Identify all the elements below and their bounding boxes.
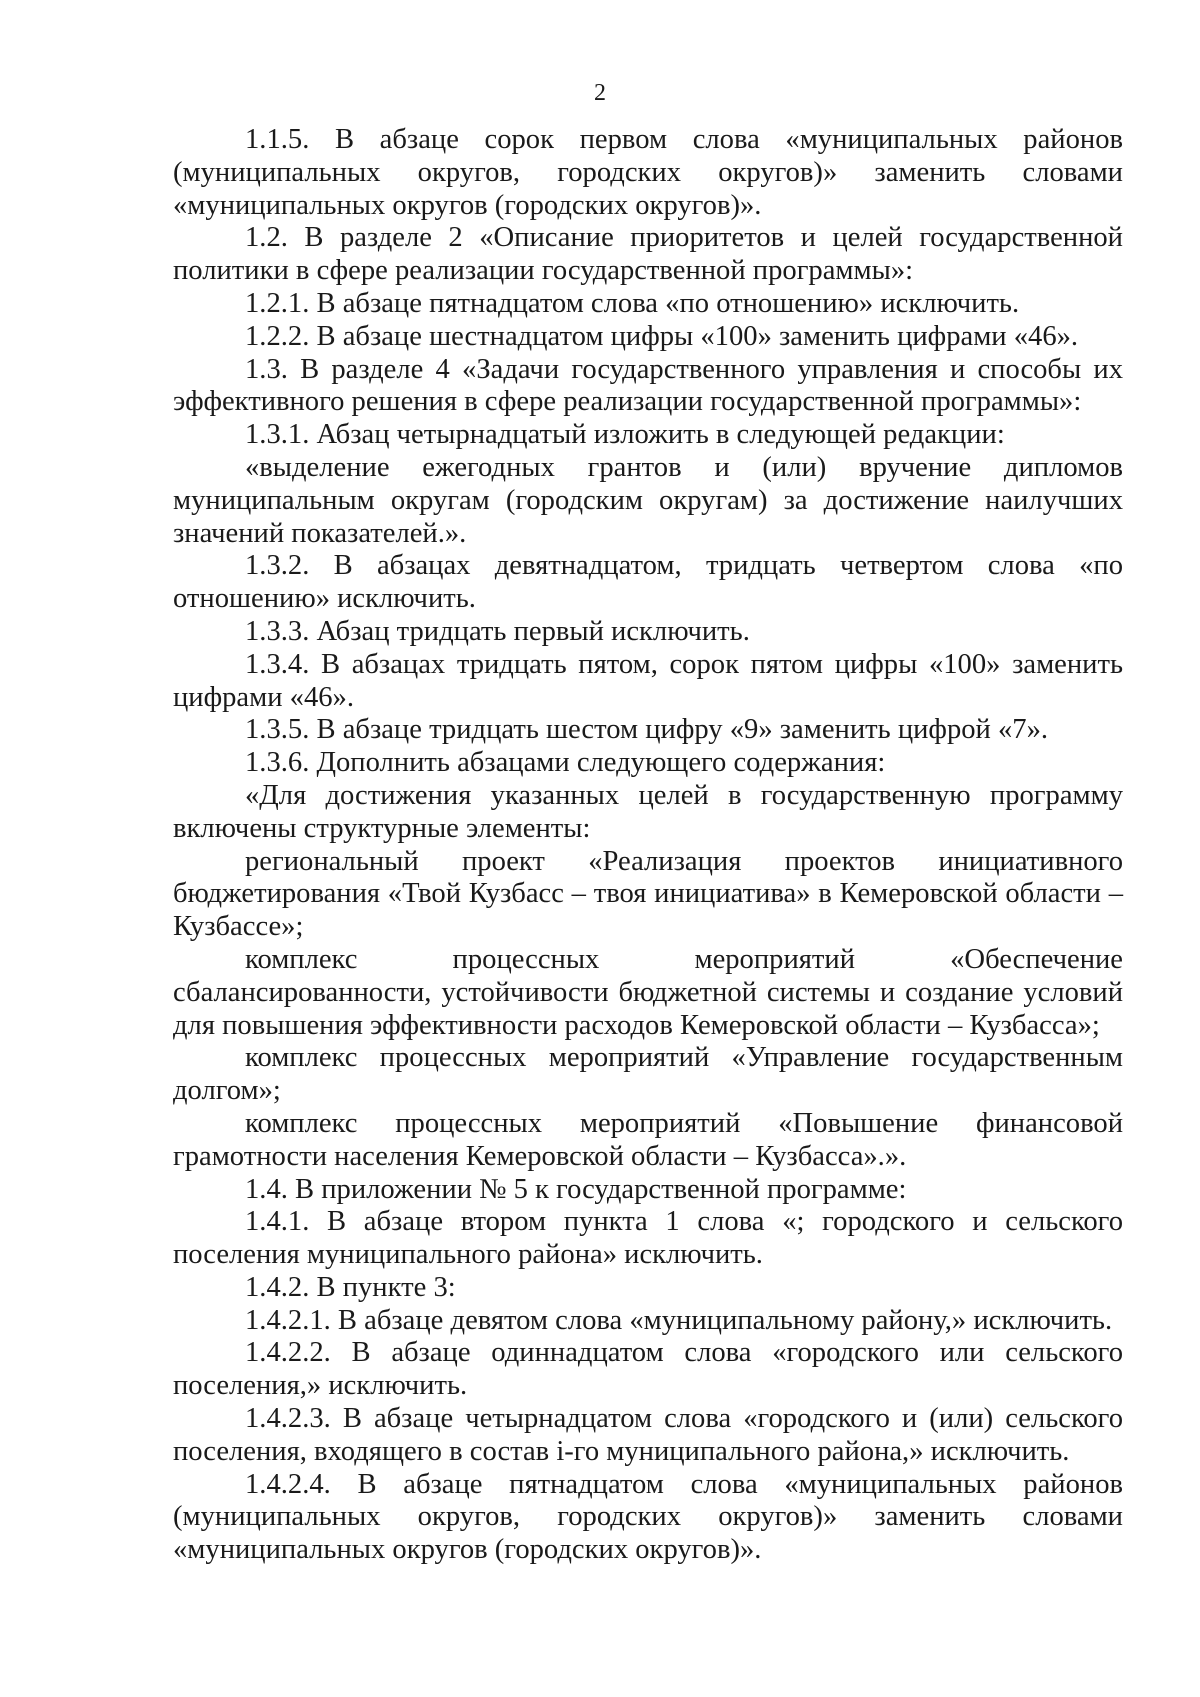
paragraph-1-3-3: 1.3.3. Абзац тридцать первый исключить. [245, 615, 750, 647]
document-body [173, 124, 1123, 1567]
paragraph-1-4-2-3: 1.4.2.3. В абзаце четырнадцатом слова «городского и (или) сельского поселения, входящего в состав i-го муниципального района,» исключить. [173, 1403, 1123, 1467]
paragraph-complex-literacy: комплекс процессных мероприятий «Повышение финансовой грамотности населения Кемеровской области – Кузбасса».». [173, 1107, 1123, 1172]
page-number: 2 [594, 80, 606, 106]
paragraph-1-4-2: 1.4.2. В пункте 3: [245, 1271, 456, 1303]
paragraph-complex-balance: комплекс процессных мероприятий «Обеспечение сбалансированности, устойчивости бюджетной системы и создание условий для повышения эффективности расходов Кемеровской области – Кузбасса»; [173, 943, 1123, 1041]
paragraph-1-4-2-4: 1.4.2.4. В абзаце пятнадцатом слова «муниципальных районов (муниципальных округов, городских округов)» заменить словами «муниципальных округов (городских округов)». [173, 1468, 1123, 1566]
paragraph-1-3-6: 1.3.6. Дополнить абзацами следующего содержания: [245, 747, 886, 779]
paragraph-1-4-2-2: 1.4.2.2. В абзаце одиннадцатом слова «городского или сельского поселения,» исключить. [173, 1337, 1123, 1402]
paragraph-1-3-5: 1.3.5. В абзаце тридцать шестом цифру «9» заменить цифрой «7». [245, 714, 1049, 746]
paragraph-quote-grants: «выделение ежегодных грантов и (или) вручение дипломов муниципальным округам (городским округам) за достижение наилучших значений показателей.». [173, 451, 1123, 549]
paragraph-complex-debt: комплекс процессных мероприятий «Управление государственным долгом»; [173, 1042, 1123, 1107]
paragraph-1-2-1: 1.2.1. В абзаце пятнадцатом слова «по отношению» исключить. [245, 287, 1020, 319]
paragraph-1-3-4: 1.3.4. В абзацах тридцать пятом, сорок пятом цифры «100» заменить цифрами «46». [173, 648, 1123, 713]
paragraph-1-3-1: 1.3.1. Абзац четырнадцатый изложить в следующей редакции: [245, 419, 1005, 451]
paragraph-1-4-2-1: 1.4.2.1. В абзаце девятом слова «муниципальному району,» исключить. [245, 1304, 1113, 1336]
paragraph-1-2-2: 1.2.2. В абзаце шестнадцатом цифры «100» заменить цифрами «46». [245, 320, 1079, 352]
paragraph-1-4-1: 1.4.1. В абзаце втором пункта 1 слова «; городского и сельского поселения муниципального района» исключить. [173, 1206, 1123, 1271]
paragraph-regional-project: региональный проект «Реализация проектов инициативного бюджетирования «Твой Кузбасс – твоя инициатива» в Кемеровской области – Кузбассе»; [173, 845, 1123, 943]
paragraph-1-2: 1.2. В разделе 2 «Описание приоритетов и целей государственной политики в сфере реализации государственной программы»: [173, 222, 1123, 287]
paragraph-1-3: 1.3. В разделе 4 «Задачи государственного управления и способы их эффективного решения в сфере реализации государственной программы»: [173, 353, 1123, 418]
paragraph-1-4: 1.4. В приложении № 5 к государственной программе: [245, 1173, 907, 1205]
paragraph-quote-goals: «Для достижения указанных целей в государственную программу включены структурные элементы: [173, 779, 1123, 844]
paragraph-1-1-5: 1.1.5. В абзаце сорок первом слова «муниципальных районов (муниципальных округов, городских округов)» заменить словами «муниципальных округов (городских округов)». [173, 124, 1123, 221]
paragraph-1-3-2: 1.3.2. В абзацах девятнадцатом, тридцать четвертом слова «по отношению» исключить. [173, 550, 1123, 615]
